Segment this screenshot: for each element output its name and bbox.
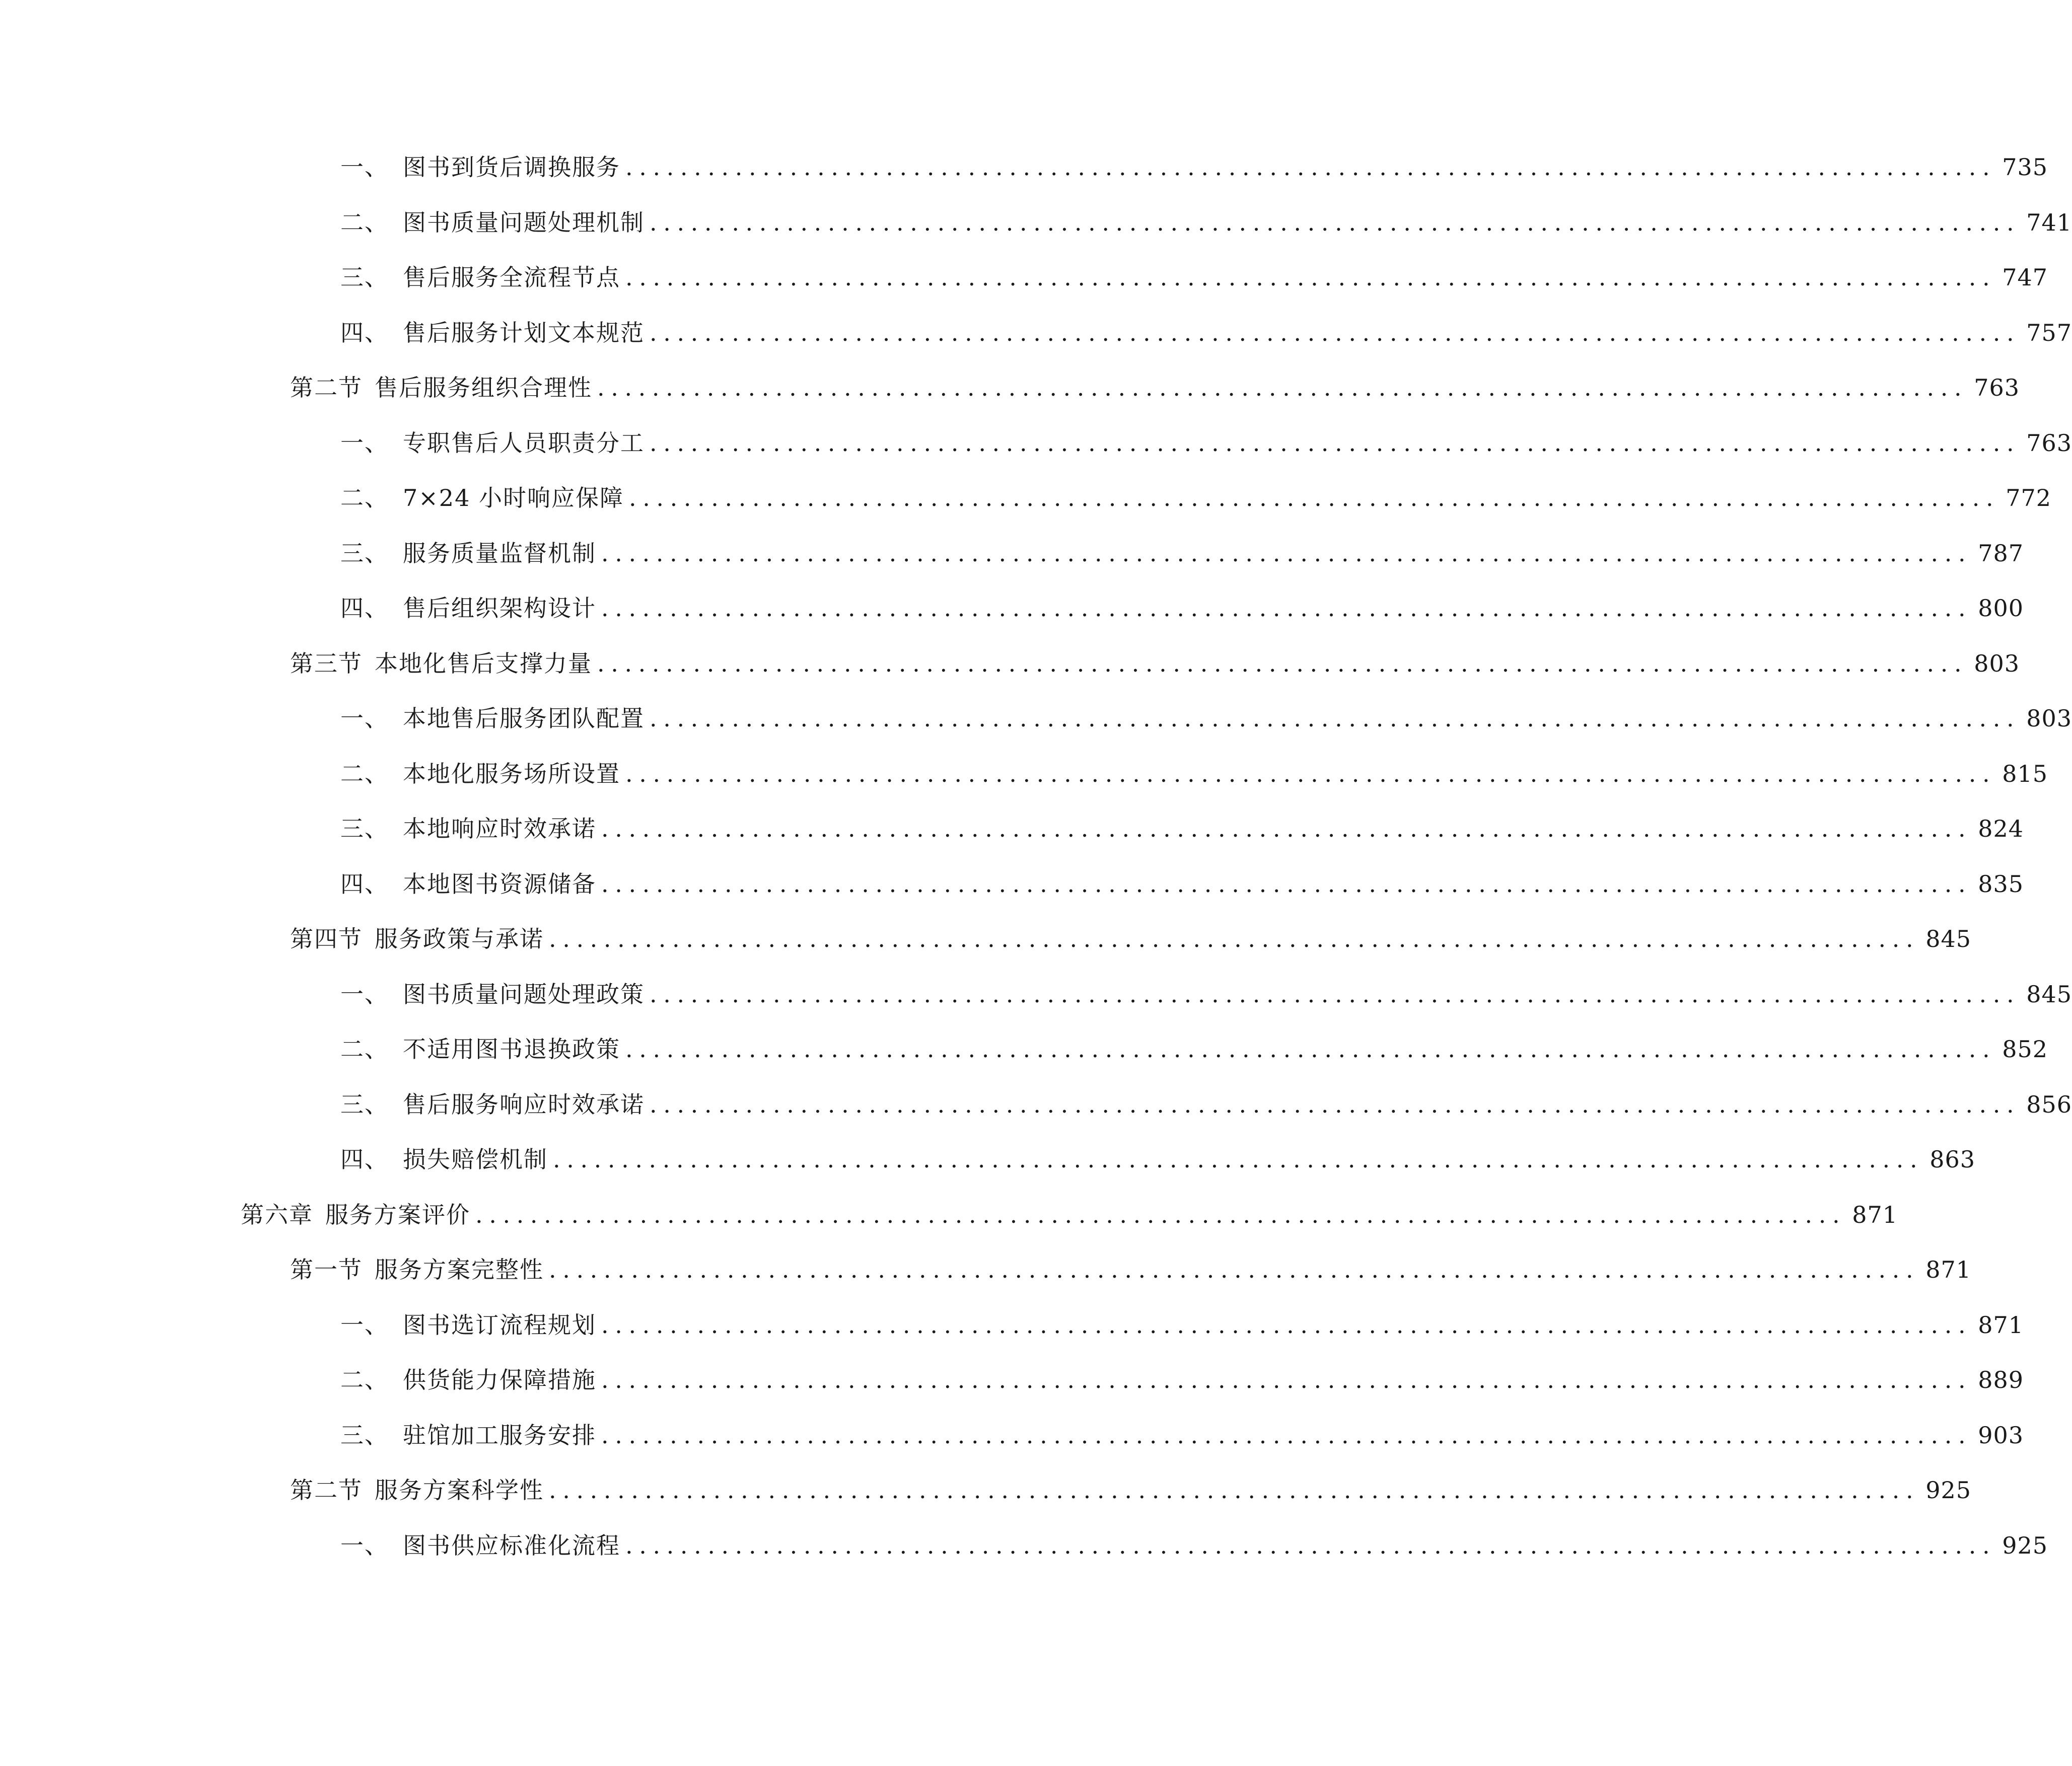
toc-entry-title: 7×24 小时响应保障 [403, 484, 624, 511]
toc-leader-dots: .................................................................................................... [553, 1146, 1924, 1173]
toc-entry-title: 售后服务全流程节点 [403, 264, 620, 291]
toc-entry-number: 一、 [340, 429, 389, 457]
toc-entry-page: 763 [1974, 374, 2020, 401]
toc-entry-title: 图书质量问题处理政策 [403, 981, 645, 1008]
toc-entry[interactable] [340, 701, 2072, 736]
toc-entry-title: 服务方案评价 [325, 1201, 470, 1228]
toc-entry-number: 三、 [340, 1091, 389, 1118]
toc-entry[interactable] [340, 756, 2048, 791]
toc-entry-title: 服务政策与承诺 [375, 925, 544, 952]
toc-entry[interactable] [290, 1473, 1972, 1508]
toc-entry-number: 第二节 [290, 374, 363, 401]
toc-entry[interactable] [340, 150, 2048, 185]
toc-leader-dots: .................................................................................................... [650, 705, 2021, 732]
toc-entry[interactable] [290, 646, 2020, 681]
toc-entry-number: 一、 [340, 154, 389, 181]
toc-entry[interactable] [340, 977, 2072, 1012]
toc-entry-page: 856 [2026, 1091, 2072, 1118]
toc-entry[interactable] [340, 315, 2072, 350]
toc-leader-dots: .................................................................................................... [597, 374, 1968, 401]
toc-entry-page: 871 [1925, 1256, 1972, 1283]
toc-leader-dots: .................................................................................................... [650, 981, 2021, 1008]
toc-leader-dots: .................................................................................................... [628, 484, 2000, 511]
toc-entry[interactable] [340, 1087, 2072, 1122]
toc-entry[interactable] [241, 1197, 1898, 1232]
toc-entry-page: 925 [1925, 1477, 1972, 1504]
toc-entry-number: 第二节 [290, 1477, 363, 1504]
toc-entry-page: 889 [1978, 1366, 2024, 1393]
toc-entry[interactable] [340, 260, 2048, 295]
toc-entry-page: 815 [2002, 760, 2048, 787]
toc-entry-page: 735 [2002, 154, 2048, 181]
toc-entry-page: 824 [1978, 815, 2024, 842]
toc-entry[interactable] [340, 811, 2024, 846]
toc-leader-dots: .................................................................................................... [597, 650, 1968, 677]
toc-entry-title: 售后服务计划文本规范 [403, 319, 645, 346]
toc-entry-title: 图书供应标准化流程 [403, 1532, 620, 1559]
toc-entry-title: 本地图书资源储备 [403, 870, 596, 898]
toc-entry-number: 二、 [340, 760, 389, 787]
toc-entry[interactable] [340, 1528, 2048, 1563]
toc-entry-title: 本地化服务场所设置 [403, 760, 620, 787]
toc-entry-page: 747 [2002, 264, 2048, 291]
toc-entry-page: 871 [1852, 1201, 1898, 1228]
toc-entry-page: 757 [2026, 319, 2072, 346]
toc-leader-dots: .................................................................................................... [650, 1091, 2021, 1118]
toc-entry-number: 二、 [340, 1366, 389, 1393]
toc-entry-page: 763 [2026, 429, 2072, 457]
toc-leader-dots: .................................................................................................... [625, 264, 1996, 291]
toc-entry-number: 第四节 [290, 925, 363, 952]
toc-entry-page: 787 [1978, 540, 2024, 567]
toc-entry-number: 四、 [340, 1146, 389, 1173]
toc-entry[interactable] [340, 480, 2051, 516]
toc-entry-number: 二、 [340, 209, 389, 236]
toc-entry-number: 四、 [340, 595, 389, 622]
toc-entry-number: 三、 [340, 815, 389, 842]
toc-entry[interactable] [290, 370, 2020, 405]
toc-entry-title: 不适用图书退换政策 [403, 1036, 620, 1063]
toc-leader-dots: .................................................................................................... [625, 760, 1996, 787]
toc-entry-number: 一、 [340, 1311, 389, 1339]
toc-entry-title: 服务质量监督机制 [403, 540, 596, 567]
toc-leader-dots: .................................................................................................... [650, 319, 2021, 346]
toc-entry-page: 903 [1978, 1422, 2024, 1449]
toc-entry-number: 三、 [340, 540, 389, 567]
toc-entry[interactable] [340, 1362, 2024, 1397]
toc-entry-number: 二、 [340, 484, 389, 511]
toc-entry-number: 四、 [340, 870, 389, 898]
toc-leader-dots: .................................................................................................... [601, 595, 1972, 622]
toc-entry-title: 本地化售后支撑力量 [375, 650, 592, 677]
toc-entry-title: 售后服务组织合理性 [375, 374, 592, 401]
toc-entry-page: 925 [2002, 1532, 2048, 1559]
toc-entry-title: 售后组织架构设计 [403, 595, 596, 622]
toc-leader-dots: .................................................................................................... [650, 429, 2021, 457]
toc-entry[interactable] [340, 1032, 2048, 1067]
toc-leader-dots: .................................................................................................... [549, 1477, 1920, 1504]
toc-entry-number: 四、 [340, 319, 389, 346]
toc-entry[interactable] [340, 1307, 2024, 1343]
toc-entry-number: 第三节 [290, 650, 363, 677]
toc-leader-dots: .................................................................................................... [625, 1532, 1996, 1559]
toc-entry-title: 服务方案完整性 [375, 1256, 544, 1283]
toc-entry-page: 845 [2026, 981, 2072, 1008]
toc-entry-number: 第一节 [290, 1256, 363, 1283]
toc-entry-number: 一、 [340, 705, 389, 732]
toc-entry-page: 803 [1974, 650, 2020, 677]
toc-leader-dots: .................................................................................................... [601, 1422, 1972, 1449]
toc-entry[interactable] [340, 1142, 1976, 1177]
toc-leader-dots: .................................................................................................... [601, 540, 1972, 567]
toc-entry-title: 图书选订流程规划 [403, 1311, 596, 1339]
toc-entry-page: 803 [2026, 705, 2072, 732]
toc-entry-number: 三、 [340, 1422, 389, 1449]
toc-leader-dots: .................................................................................................... [625, 1036, 1996, 1063]
toc-entry[interactable] [340, 866, 2024, 902]
toc-entry-title: 供货能力保障措施 [403, 1366, 596, 1393]
toc-entry-title: 驻馆加工服务安排 [403, 1422, 596, 1449]
toc-entry-page: 800 [1978, 595, 2024, 622]
toc-entry-title: 图书到货后调换服务 [403, 154, 620, 181]
toc-entry[interactable] [290, 1252, 1972, 1287]
toc-entry-page: 852 [2002, 1036, 2048, 1063]
toc-entry-number: 三、 [340, 264, 389, 291]
toc-entry-title: 售后服务响应时效承诺 [403, 1091, 645, 1118]
toc-leader-dots: .................................................................................................... [601, 1366, 1972, 1393]
toc-leader-dots: .................................................................................................... [475, 1201, 1846, 1228]
toc-entry-number: 第六章 [241, 1201, 313, 1228]
toc-entry-title: 本地售后服务团队配置 [403, 705, 645, 732]
toc-entry[interactable] [290, 921, 1972, 956]
toc-entry-title: 专职售后人员职责分工 [403, 429, 645, 457]
toc-entry-title: 损失赔偿机制 [403, 1146, 548, 1173]
toc-entry-page: 871 [1978, 1311, 2024, 1339]
toc-leader-dots: .................................................................................................... [601, 1311, 1972, 1339]
toc-entry-number: 一、 [340, 1532, 389, 1559]
toc-leader-dots: .................................................................................................... [601, 815, 1972, 842]
toc-entry-page: 741 [2026, 209, 2072, 236]
toc-entry[interactable] [340, 425, 2072, 461]
toc-leader-dots: .................................................................................................... [601, 870, 1972, 898]
toc-entry[interactable] [340, 205, 2072, 240]
toc-entry-page: 863 [1930, 1146, 1976, 1173]
toc-entry-title: 服务方案科学性 [375, 1477, 544, 1504]
toc-leader-dots: .................................................................................................... [650, 209, 2021, 236]
toc-leader-dots: .................................................................................................... [549, 925, 1920, 952]
toc-leader-dots: .................................................................................................... [549, 1256, 1920, 1283]
toc-entry-page: 845 [1925, 925, 1972, 952]
toc-entry-title: 本地响应时效承诺 [403, 815, 596, 842]
toc-entry-page: 835 [1978, 870, 2024, 898]
toc-entry-page: 772 [2006, 484, 2051, 511]
toc-entry-title: 图书质量问题处理机制 [403, 209, 645, 236]
toc-entry-number: 一、 [340, 981, 389, 1008]
toc-leader-dots: .................................................................................................... [625, 154, 1996, 181]
toc-entry[interactable] [340, 1418, 2024, 1453]
toc-entry[interactable] [340, 536, 2024, 571]
toc-entry-number: 二、 [340, 1036, 389, 1063]
toc-entry[interactable] [340, 591, 2024, 626]
